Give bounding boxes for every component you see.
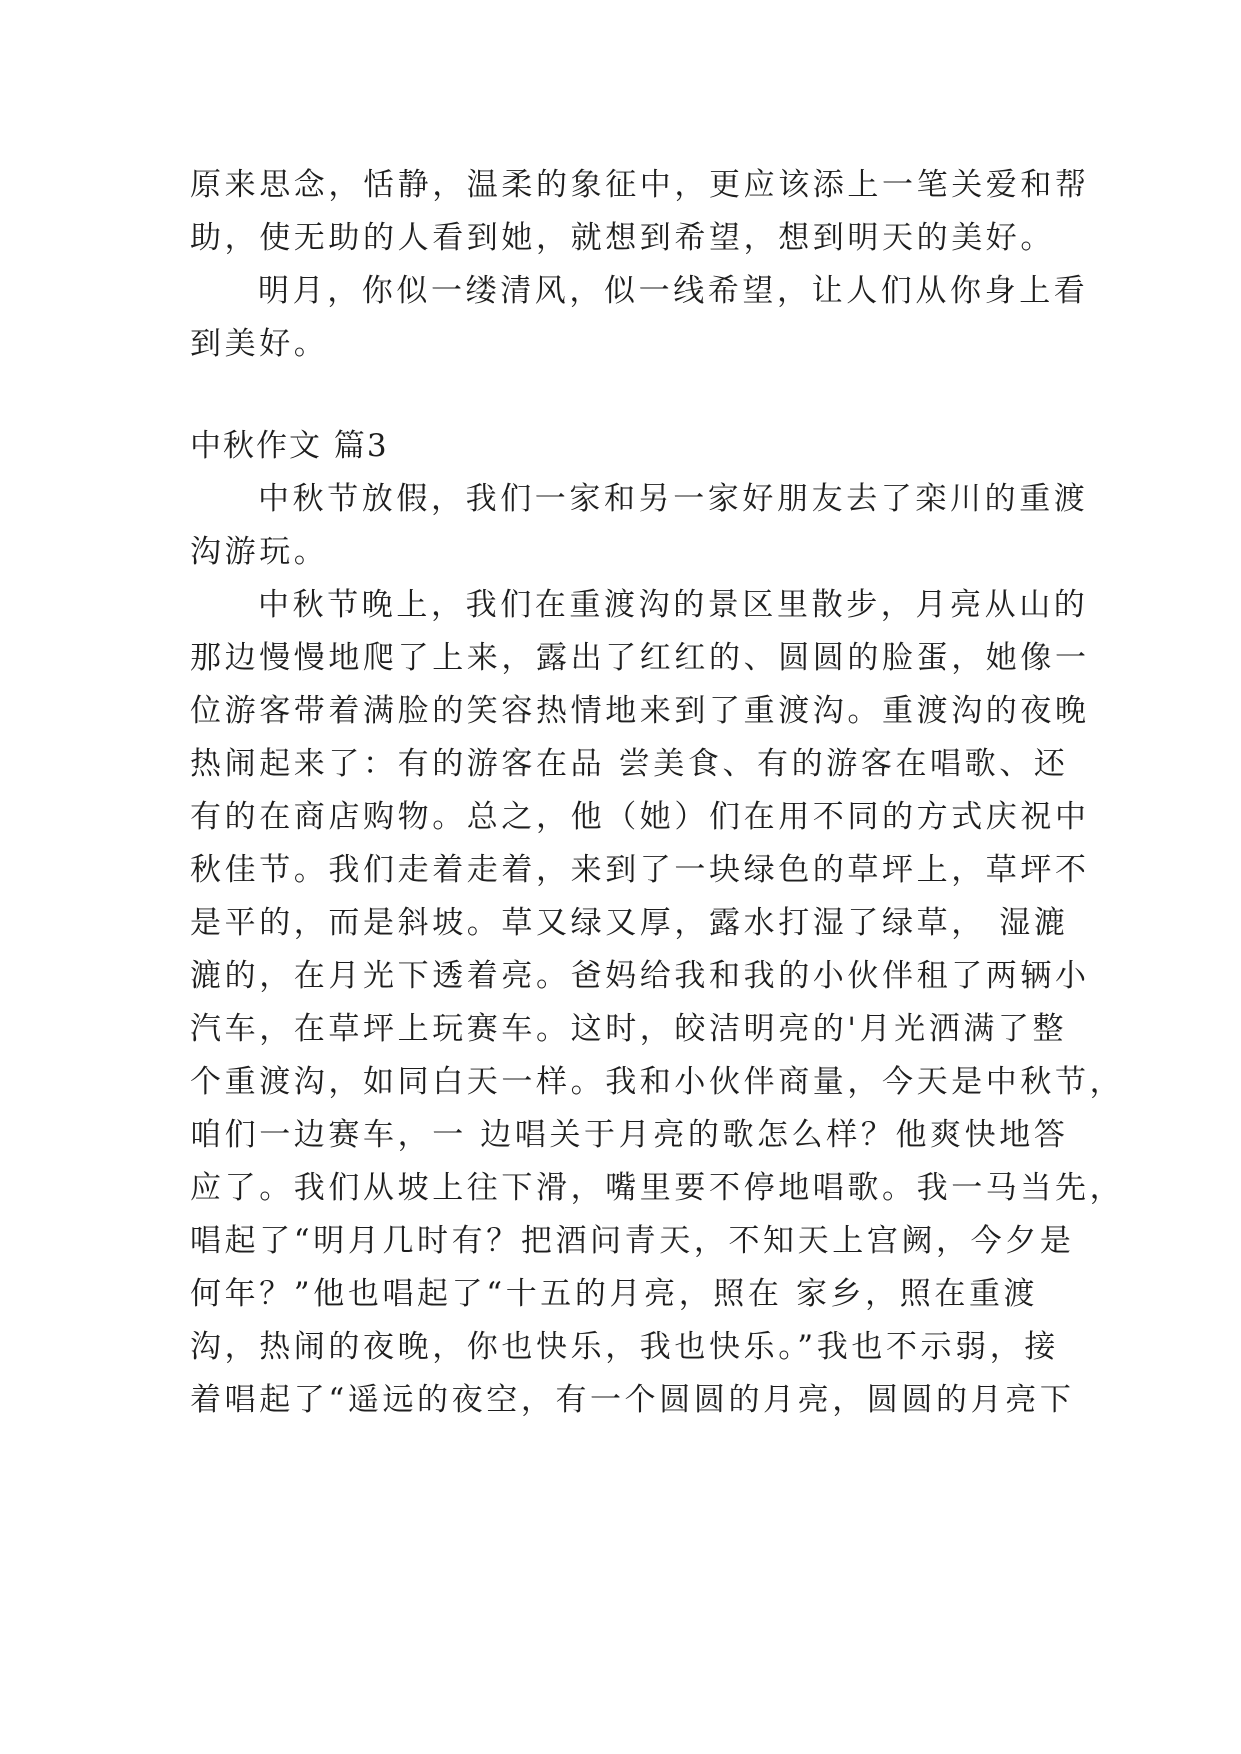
paragraph-line: 到美好。 [190,326,329,362]
paragraph-line: 沟游玩。 [190,534,329,570]
paragraph-line: 个重渡沟，如同白天一样。我和小伙伴商量，今天是中秋节， [190,1064,1125,1100]
paragraph-line: 沟，热闹的夜晚，你也快乐，我也快乐。”我也不示弱，接 [190,1329,1059,1365]
paragraph-line: 有的在商店购物。总之，他（她）们在用不同的方式庆祝中 [190,799,1090,835]
paragraph-line: 那边慢慢地爬了上来，露出了红红的、圆圆的脸蛋，她像一 [190,640,1090,676]
paragraph-line: 何年？”他也唱起了“十五的月亮，照在 家乡，照在重渡 [190,1276,1039,1312]
paragraph-line: 是平的，而是斜坡。草又绿又厚，露水打湿了绿草， 湿漉 [190,905,1069,941]
paragraph-line: 漉的，在月光下透着亮。爸妈给我和我的小伙伴租了两辆小 [190,958,1090,994]
paragraph-line: 中秋节晚上，我们在重渡沟的景区里散步，月亮从山的 [258,587,1089,623]
paragraph-line: 热闹起来了：有的游客在品 尝美食、有的游客在唱歌、还 [190,746,1069,782]
paragraph-line: 唱起了“明月几时有？把酒问青天，不知天上宫阙，今夕是 [190,1223,1075,1259]
paragraph-line: 秋佳节。我们走着走着，来到了一块绿色的草坪上，草坪不 [190,852,1090,888]
paragraph-line: 明月，你似一缕清风，似一线希望，让人们从你身上看 [258,273,1089,309]
paragraph-line: 应了。我们从坡上往下滑，嘴里要不停地唱歌。我一马当先， [190,1170,1125,1206]
section-heading: 中秋作文 篇3 [190,428,389,464]
paragraph-line: 位游客带着满脸的笑容热情地来到了重渡沟。重渡沟的夜晚 [190,693,1090,729]
paragraph-line: 汽车，在草坪上玩赛车。这时，皎洁明亮的'月光洒满了整 [190,1011,1068,1047]
paragraph-line: 咱们一边赛车，一 边唱关于月亮的歌怎么样？他爽快地答 [190,1117,1069,1153]
paragraph-line: 原来思念，恬静，温柔的象征中，更应该添上一笔关爱和帮 [190,167,1090,203]
paragraph-line: 助，使无助的人看到她，就想到希望，想到明天的美好。 [190,220,1055,256]
paragraph-line: 中秋节放假，我们一家和另一家好朋友去了栾川的重渡 [258,481,1089,517]
paragraph-line: 着唱起了“遥远的夜空，有一个圆圆的月亮，圆圆的月亮下 [190,1382,1075,1418]
